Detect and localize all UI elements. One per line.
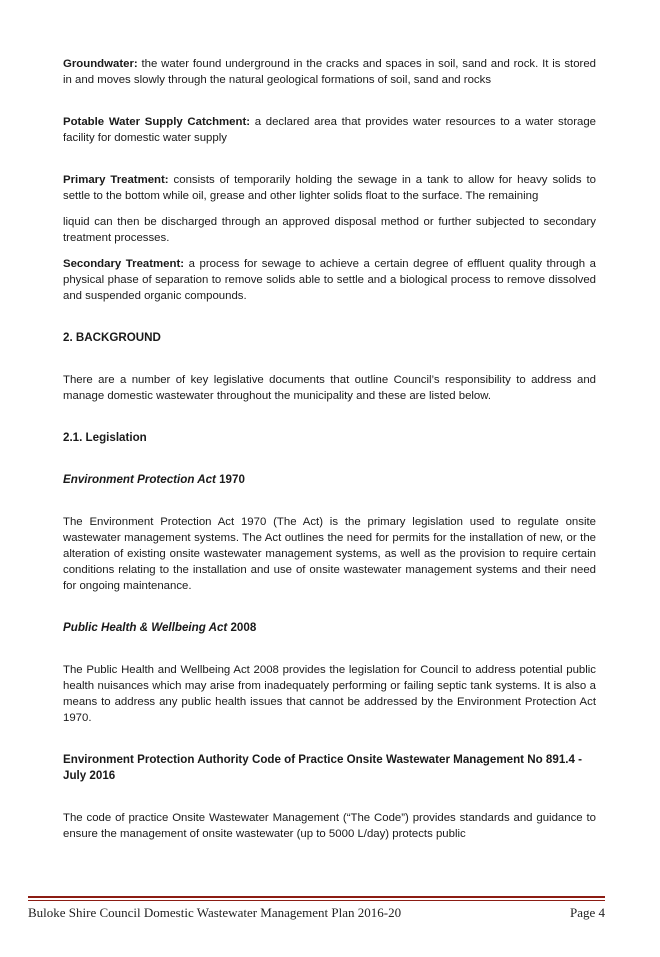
footer-title: Buloke Shire Council Domestic Wastewater Management Plan 2016-20 <box>28 905 402 920</box>
document-body <box>63 56 596 842</box>
footer-rule <box>28 896 605 898</box>
code-text: The code of practice Onsite Wastewater Management (“The Code”) provides standards and guidance to ensure the management of onsite wastewater (up to 5000 L/day) protects public <box>63 812 596 840</box>
act-text-public-health: The Public Health and Wellbeing Act 2008 provides the legislation for Council to address potential public health nuisances which may arise from inadequately performing or failing septic tank systems. It is also a means to address any public health issues that cannot be addressed by the Environment Protection Act 1970. <box>63 664 596 724</box>
definition-primary-treatment: Primary Treatment: consists of temporarily holding the sewage in a tank to allow for heavy solids to settle to the bottom while oil, grease and other lighter solids float to the surface. The remaining <box>63 174 597 202</box>
section-heading-legislation: 2.1. Legislation <box>63 431 147 444</box>
act-text-environment-protection: The Environment Protection Act 1970 (The Act) is the primary legislation used to regulate onsite wastewater management systems. The Act outlines the need for permits for the installation of new, or the alteration of existing onsite wastewater management systems, as well as the provision to require certain conditions relating to the installation and use of onsite wastewater management systems and their need for ongoing maintenance. <box>63 516 596 592</box>
definition-groundwater: Groundwater: the water found underground in the cracks and spaces in soil, sand and rock. It is stored in and moves slowly through the natural geological formations of soil, sand and rocks <box>63 58 596 86</box>
code-heading: Environment Protection Authority Code of Practice Onsite Wastewater Management No 891.4 - July 2016 <box>63 753 583 782</box>
definition-potable-water: Potable Water Supply Catchment: a declared area that provides water resources to a water storage facility for domestic water supply <box>63 116 596 144</box>
page-number: Page 4 <box>569 905 605 920</box>
footer-rule-thin <box>28 900 605 901</box>
definition-primary-continued: liquid can then be discharged through an approved disposal method or further subjected to secondary treatment processes. <box>63 216 596 244</box>
definition-secondary-treatment: Secondary Treatment: a process for sewage to achieve a certain degree of effluent quality through a physical phase of separation to remove solids able to settle and a biological process to remove dissolved and suspended organic compounds. <box>63 258 596 302</box>
act-heading-public-health: Public Health & Wellbeing Act 2008 <box>63 621 257 634</box>
act-heading-environment-protection: Environment Protection Act 1970 <box>63 473 245 486</box>
background-intro: There are a number of key legislative documents that outline Council’s responsibility to address and manage domestic wastewater throughout the municipality and these are listed below. <box>63 374 596 402</box>
section-heading-background: 2. BACKGROUND <box>63 331 161 344</box>
